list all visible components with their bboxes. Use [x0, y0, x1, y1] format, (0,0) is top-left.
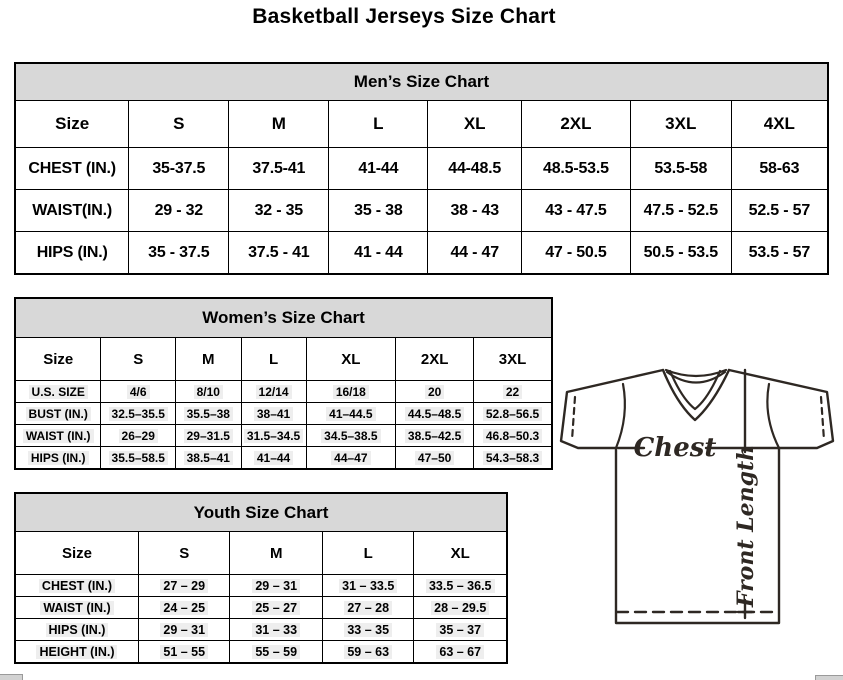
size-header: Size [15, 338, 101, 381]
col-header: 4XL [731, 101, 828, 148]
row-label: CHEST (IN.) [15, 575, 138, 597]
row-label: WAIST(IN.) [15, 190, 129, 232]
value-cell: 41-44 [329, 148, 428, 190]
value-cell: 47–50 [396, 447, 474, 470]
value-cell: 27 – 28 [322, 597, 414, 619]
value-cell: 41–44.5 [306, 403, 396, 425]
value-cell: 37.5-41 [229, 148, 329, 190]
value-cell: 29 - 32 [129, 190, 229, 232]
value-cell: 63 – 67 [414, 641, 507, 664]
chest-label: Chest [633, 433, 717, 463]
value-cell: 20 [396, 381, 474, 403]
col-header: M [176, 338, 242, 381]
value-cell: 41 - 44 [329, 232, 428, 275]
value-cell: 31.5–34.5 [241, 425, 306, 447]
value-cell: 44 - 47 [428, 232, 521, 275]
value-cell: 29 – 31 [230, 575, 322, 597]
jersey-measurement-diagram [556, 366, 840, 630]
value-cell: 34.5–38.5 [306, 425, 396, 447]
value-cell: 38 - 43 [428, 190, 521, 232]
resize-handle-right[interactable] [815, 675, 843, 680]
value-cell: 8/10 [176, 381, 242, 403]
value-cell: 27 – 29 [138, 575, 230, 597]
col-header: S [129, 101, 229, 148]
col-header: XL [306, 338, 396, 381]
value-cell: 24 – 25 [138, 597, 230, 619]
value-cell: 51 – 55 [138, 641, 230, 664]
value-cell: 43 - 47.5 [521, 190, 630, 232]
value-cell: 37.5 - 41 [229, 232, 329, 275]
row-label: CHEST (IN.) [15, 148, 129, 190]
value-cell: 31 – 33.5 [322, 575, 414, 597]
value-cell: 53.5-58 [630, 148, 731, 190]
value-cell: 44-48.5 [428, 148, 521, 190]
col-header: 3XL [474, 338, 552, 381]
youth-table-title: Youth Size Chart [15, 493, 507, 532]
col-header: S [138, 532, 230, 575]
value-cell: 59 – 63 [322, 641, 414, 664]
row-label: U.S. SIZE [15, 381, 101, 403]
col-header: S [101, 338, 176, 381]
value-cell: 35.5–38 [176, 403, 242, 425]
value-cell: 58-63 [731, 148, 828, 190]
col-header: M [230, 532, 322, 575]
value-cell: 52.5 - 57 [731, 190, 828, 232]
row-label: HEIGHT (IN.) [15, 641, 138, 664]
row-label: WAIST (IN.) [15, 425, 101, 447]
row-label: WAIST (IN.) [15, 597, 138, 619]
page-title: Basketball Jerseys Size Chart [252, 5, 556, 28]
col-header: L [322, 532, 414, 575]
col-header: XL [414, 532, 507, 575]
value-cell: 29–31.5 [176, 425, 242, 447]
value-cell: 55 – 59 [230, 641, 322, 664]
value-cell: 32 - 35 [229, 190, 329, 232]
value-cell: 35-37.5 [129, 148, 229, 190]
row-label: BUST (IN.) [15, 403, 101, 425]
size-header: Size [15, 101, 129, 148]
row-label: HIPS (IN.) [15, 619, 138, 641]
value-cell: 35 - 38 [329, 190, 428, 232]
value-cell: 29 – 31 [138, 619, 230, 641]
col-header: XL [428, 101, 521, 148]
value-cell: 12/14 [241, 381, 306, 403]
value-cell: 52.8–56.5 [474, 403, 552, 425]
col-header: 3XL [630, 101, 731, 148]
value-cell: 31 – 33 [230, 619, 322, 641]
resize-handle-left[interactable] [0, 674, 23, 680]
mens-size-chart-table [14, 62, 829, 275]
value-cell: 38–41 [241, 403, 306, 425]
value-cell: 25 – 27 [230, 597, 322, 619]
size-header: Size [15, 532, 138, 575]
value-cell: 35 - 37.5 [129, 232, 229, 275]
value-cell: 47.5 - 52.5 [630, 190, 731, 232]
value-cell: 33 – 35 [322, 619, 414, 641]
value-cell: 54.3–58.3 [474, 447, 552, 470]
value-cell: 4/6 [101, 381, 176, 403]
value-cell: 50.5 - 53.5 [630, 232, 731, 275]
womens-size-chart-table [14, 297, 553, 470]
value-cell: 28 – 29.5 [414, 597, 507, 619]
value-cell: 35 – 37 [414, 619, 507, 641]
col-header: L [241, 338, 306, 381]
value-cell: 46.8–50.3 [474, 425, 552, 447]
youth-size-chart-table [14, 492, 508, 664]
col-header: L [329, 101, 428, 148]
col-header: 2XL [396, 338, 474, 381]
col-header: 2XL [521, 101, 630, 148]
value-cell: 47 - 50.5 [521, 232, 630, 275]
value-cell: 48.5-53.5 [521, 148, 630, 190]
row-label: HIPS (IN.) [15, 232, 129, 275]
front-length-label: Front Length [733, 444, 759, 608]
value-cell: 38.5–42.5 [396, 425, 474, 447]
value-cell: 44–47 [306, 447, 396, 470]
value-cell: 26–29 [101, 425, 176, 447]
value-cell: 33.5 – 36.5 [414, 575, 507, 597]
col-header: M [229, 101, 329, 148]
value-cell: 22 [474, 381, 552, 403]
value-cell: 32.5–35.5 [101, 403, 176, 425]
value-cell: 44.5–48.5 [396, 403, 474, 425]
value-cell: 41–44 [241, 447, 306, 470]
value-cell: 53.5 - 57 [731, 232, 828, 275]
value-cell: 16/18 [306, 381, 396, 403]
mens-table-title: Men’s Size Chart [15, 63, 828, 101]
row-label: HIPS (IN.) [15, 447, 101, 470]
value-cell: 38.5–41 [176, 447, 242, 470]
value-cell: 35.5–58.5 [101, 447, 176, 470]
womens-table-title: Women’s Size Chart [15, 298, 552, 338]
